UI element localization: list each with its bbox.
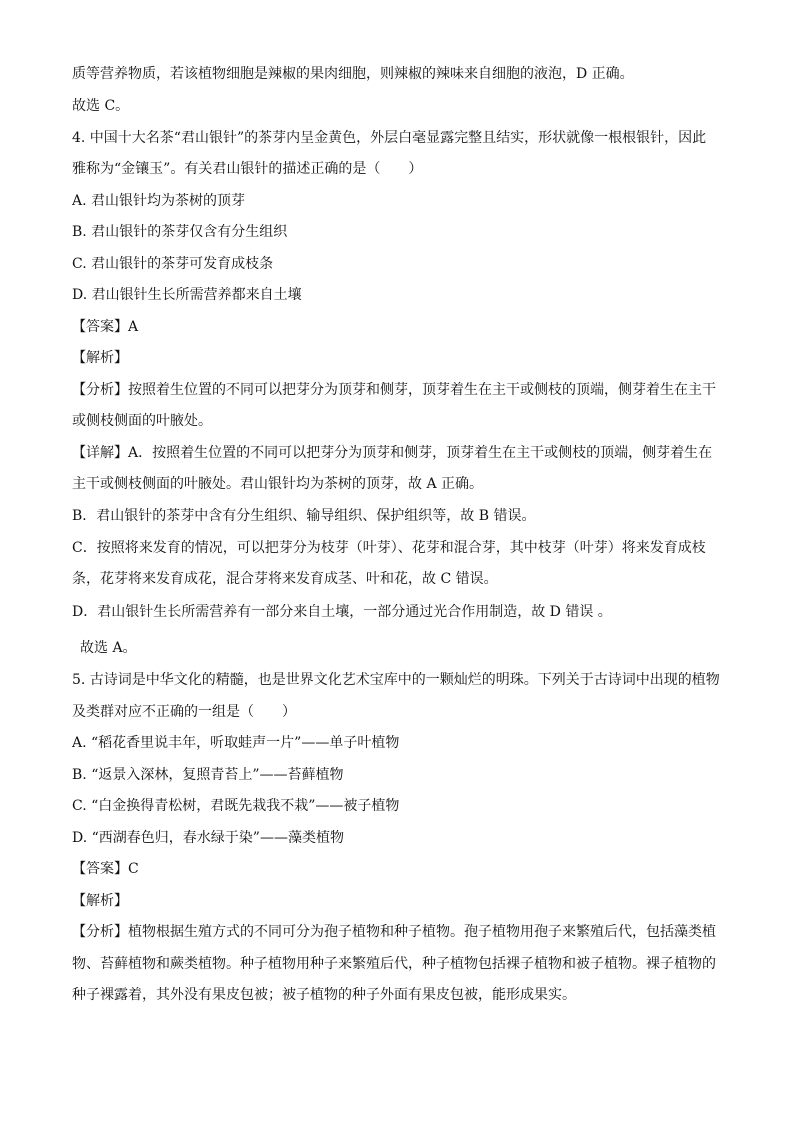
analysis-text: 【分析】按照着生位置的不同可以把芽分为顶芽和侧芽，顶芽着生在主干或侧枝的顶端，侧芽着生在主干 [72,382,716,398]
detail-text: B．君山银针的茶芽中含有分生组织、输导组织、保护组织等，故 B 错误。 [72,508,536,524]
option-c: C. 君山银针的茶芽可发育成枝条 [72,256,274,272]
analysis-label: 【解析】 [72,350,128,366]
analysis-text: 物、苔藓植物和蕨类植物。种子植物用种子来繁殖后代，种子植物包括裸子植物和被子植物。裸子植物的 [72,956,716,972]
analysis-text: 或侧枝侧面的叶腋处。 [72,413,212,429]
option-b: B. “返景入深林，复照青苔上”——苔藓植物 [72,767,344,783]
answer-label: 【答案】A [72,319,139,335]
question-4-stem: 雅称为“金镶玉”。有关君山银针的描述正确的是（ ） [72,161,423,177]
analysis-label: 【解析】 [72,893,128,909]
detail-text: 主干或侧枝侧面的叶腋处。君山银针均为茶树的顶芽，故 A 正确。 [72,476,484,492]
option-a: A. “稻花香里说丰年，听取蛙声一片”——单子叶植物 [72,735,400,751]
option-a: A. 君山银针均为茶树的顶芽 [72,193,246,209]
option-d: D. 君山银针生长所需营养都来自土壤 [72,287,302,303]
question-4-stem: 4. 中国十大名茶“君山银针”的茶芽内呈金黄色，外层白毫显露完整且结实，形状就像一根根银针，因此 [72,130,707,146]
option-b: B. 君山银针的茶芽仅含有分生组织 [72,224,288,240]
text-line: 故选 C。 [72,98,130,114]
detail-text: 【详解】A．按照着生位置的不同可以把芽分为顶芽和侧芽，顶芽着生在主干或侧枝的顶端，侧芽着生在 [72,445,713,461]
text-line: 故选 A。 [80,640,137,656]
answer-label: 【答案】C [72,861,139,877]
question-5-stem: 及类群对应不正确的一组是（ ） [72,704,296,720]
question-5-stem: 5. 古诗词是中华文化的精髓，也是世界文化艺术宝库中的一颗灿烂的明珠。下列关于古诗词中出现的植物 [72,672,720,688]
analysis-text: 种子裸露着，其外没有果皮包被；被子植物的种子外面有果皮包被，能形成果实。 [72,987,576,1003]
option-d: D. “西湖春色归，春水绿于染”——藻类植物 [72,830,344,846]
text-line: 质等营养物质，若该植物细胞是辣椒的果肉细胞，则辣椒的辣味来自细胞的液泡，D 正确。 [72,66,634,82]
detail-text: D．君山银针生长所需营养有一部分来自土壤，一部分通过光合作用制造，故 D 错误 。 [72,604,612,620]
analysis-text: 【分析】植物根据生殖方式的不同可分为孢子植物和种子植物。孢子植物用孢子来繁殖后代，包括藻类植 [72,924,716,940]
detail-text: C．按照将来发育的情况，可以把芽分为枝芽（叶芽）、花芽和混合芽，其中枝芽（叶芽）将来发育成枝 [72,540,706,556]
option-c: C. “白金换得青松树，君既先栽我不栽”——被子植物 [72,798,400,814]
detail-text: 条，花芽将来发育成花，混合芽将来发育成茎、叶和花，故 C 错误。 [72,571,498,587]
